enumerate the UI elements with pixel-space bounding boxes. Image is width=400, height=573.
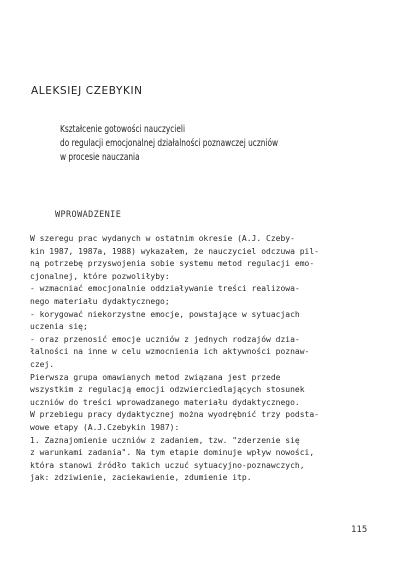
title-line: do regulacji emocjonalnej działalności poznawczej uczniów xyxy=(60,138,279,149)
body-line: 1. Zaznajomienie uczniów z zadaniem, tzw. "zderzenie się xyxy=(30,435,300,445)
body-line: nego materiału dydaktycznego; xyxy=(30,296,170,306)
body-line: uczenia się; xyxy=(30,322,88,332)
body-line: ną potrzebę przyswojenia sobie systemu metod regulacji emo- xyxy=(30,259,315,269)
body-line: - oraz przenosić emocje uczniów z jednych rodzajów dzia- xyxy=(30,334,300,344)
body-line: W przebiegu pracy dydaktycznej można wyodrębnić trzy podsta- xyxy=(30,410,319,420)
title-line: Kształcenie gotowości nauczycieli xyxy=(60,124,186,135)
body-line: która stanowi źródło takich uczuć sytuacyjno-poznawczych, xyxy=(30,460,305,470)
title-line: w procesie nauczania xyxy=(60,152,140,163)
body-line: łalności na inne w celu wzmocnienia ich aktywności poznaw- xyxy=(30,347,310,357)
article-title xyxy=(60,123,282,165)
body-line: uczniów do treści wprowadzanego materiału dydaktycznego. xyxy=(30,397,300,407)
section-heading: WPROWADZENIE xyxy=(55,210,122,220)
body-line: wowe etapy (A.J.Czebykin 1987): xyxy=(30,422,180,432)
body-line: - wzmacniać emocjonalnie oddziaływanie treści realizowa- xyxy=(30,284,300,294)
body-line: wszystkim z regulacją emocji odzwierciedlających stosunek xyxy=(30,385,305,395)
body-line: Pierwsza grupa omawianych metod związana jest przede xyxy=(30,372,281,382)
body-line: W szeregu prac wydanych w ostatnim okresie (A.J. Czeby- xyxy=(30,234,295,243)
body-line: jak: zdziwienie, zaciekawienie, zdumienie itp. xyxy=(30,473,252,483)
body-line: z warunkami zadania". Na tym etapie dominuje wpływ nowości, xyxy=(30,448,315,458)
body-line: kin 1987, 1987a, 1988) wykazałem, że nauczyciel odczuwa pil- xyxy=(30,246,319,256)
body-line: - korygować niekorzystne emocje, powstające w sytuacjach xyxy=(30,309,300,319)
body-line: cjonalnej, które pozwoliłyby: xyxy=(30,271,170,281)
author-name: ALEKSIEJ CZEBYKIN xyxy=(31,85,143,97)
body-text xyxy=(30,233,375,485)
page-number: 115 xyxy=(351,525,368,535)
body-line: czej. xyxy=(30,359,55,369)
